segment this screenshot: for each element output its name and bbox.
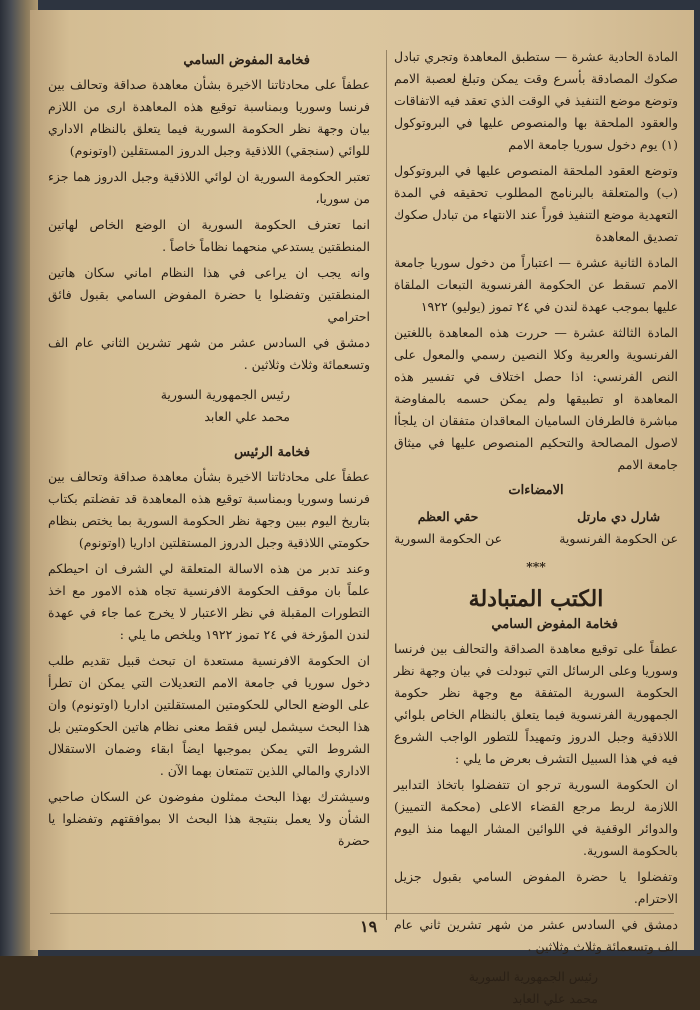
article-11-annex: وتوضع العقود الملحقة المنصوص عليها في البروتوكول (ب) والمتعلقة بالبرنامج المطلوب تحقيقه في المدة التعهدية موضع التنفيذ فوراً عند الانتهاء من تبادل صكوك تصديق المعاهدة	[394, 163, 678, 244]
letter-paragraph: ان الحكومة الافرنسية مستعدة ان تبحث قبيل تقديم طلب دخول سوريا في جامعة الامم التعديلات التي يمكن ان تطرأ على الوضع الحالي للحكومتين المستقلتين اداريا (اوتونوم) وان هذا البحث سيشمل ليس فقط معنى نظام هاتين الحكومتين بل الشروط التي يمكن بموجبها ايضاً ابقاء وضمان الاستقلال الاداري والمالي اللذين تتمتعان بهما الآن .	[48, 653, 370, 778]
left-column	[48, 46, 370, 910]
column-divider	[386, 50, 387, 920]
letter-paragraph: دمشق في السادس عشر من شهر تشرين الثاني عام الف وتسعمائة وثلاث وثلاثين .	[48, 335, 370, 372]
bottom-rule	[50, 913, 674, 914]
signatory-syrian	[394, 506, 502, 550]
signatory-french	[559, 506, 678, 550]
signatures-label: الامضاءات	[508, 483, 564, 498]
article-12: المادة الثانية عشرة — اعتباراً من دخول سوريا جامعة الامم تسقط عن الحكومة الفرنسوية التبعات الملقاة عليها بموجب عهدة لندن في ٢٤ تموز (يوليو) ١٩٢٢	[394, 255, 678, 314]
signatory-name: حقي العظم	[417, 509, 479, 524]
signatory-role: عن الحكومة الفرنسوية	[559, 531, 678, 546]
letter-paragraph: عطفاً على توقيع معاهدة الصداقة والتحالف بين فرنسا وسوريا وعلى الرسائل التي تبودلت في بيان وجهة نظر الحكومة السورية المتفقة مع وجهة نظر حكومة الجمهورية الفرنسوية فيما يتعلق بالنظام الخاص بلوائي اللاذقية وجبل الدروز وتمهيداً للتطور الواجب الشروع فيه في هذا السبيل التشرف بعرض ما يلي :	[394, 641, 678, 766]
signer-title: رئيس الجمهورية السورية	[468, 969, 598, 984]
letter-salutation: فخامة الرئيس	[234, 445, 310, 460]
letter-paragraph: وتفضلوا يا حضرة المفوض السامي بقبول جزيل الاحترام.	[394, 869, 678, 906]
letter-paragraph: وعند تدبر من هذه الاسالة المتعلقة لي الشرف ان احيطكم علماً بان موقف الحكومة الافرنسية تجاه هذه الامور مع اخذ التطورات المقبلة في نظر الاعتبار لا يخرج عما جاء في عهدة لندن المؤرخة في ٢٤ تموز ١٩٢٢ ويلخص ما يلي :	[48, 561, 370, 642]
letter-paragraph: انما تعترف الحكومة السورية ان الوضع الخاص لهاتين المنطقتين يستدعي منحهما نظاماً خاصاً .	[48, 217, 370, 254]
letter-paragraph: وانه يجب ان يراعى في هذا النظام اماني سكان هاتين المنطقتين وتفضلوا يا حضرة المفوض السامي بقبول فائق احترامي	[48, 265, 370, 324]
section-title: الكتب المتبادلة	[468, 586, 604, 612]
letter-salutation: فخامة المفوض السامي	[491, 617, 618, 632]
page-number: ١٩	[360, 917, 378, 936]
right-column	[394, 46, 678, 1006]
letter-paragraph: ان الحكومة السورية ترجو ان تتفضلوا باتخاذ التدابير اللازمة لربط مرجع القضاء الاعلى (محكمة التمييز) والدوائر الوقفية في اللوائين المشار اليهما منذ اليوم بالحكومة السورية.	[394, 777, 678, 858]
separator-stars: ***	[526, 559, 546, 574]
signer-title: رئيس الجمهورية السورية	[160, 387, 290, 402]
signer-name: محمد علي العابد	[512, 991, 598, 1006]
letter-paragraph: عطفاً على محادثاتنا الاخيرة بشأن معاهدة صداقة وتحالف بين فرنسا وسوريا وبمناسبة توقيع هذه المعاهدة قد تفضلتم بكتاب بتاريخ اليوم ببين وجهة نظر الحكومة السورية بما يختص بنظام حكومتي اللاذقية وجبل الدروز المستقلتين اداريا (اوتونوم)	[48, 469, 370, 550]
article-11: المادة الحادية عشرة — ستطبق المعاهدة وتجري تبادل صكوك المصادقة بأسرع وقت يمكن وتبلغ لعصبة الامم وتوضع موضع التنفيذ في الوقت الذي تعقد فيه الاتفاقات والعقود الملحقة بها والمنصوص عليها في البروتوكول (١) يوم دخول سوريا جامعة الامم	[394, 49, 678, 152]
article-13: المادة الثالثة عشرة — حررت هذه المعاهدة باللغتين الفرنسوية والعربية وكلا النصين رسمي والمعول على النص الفرنسي: اذا حصل اختلاف في تفسير هذه المعاهدة او تطبيقها ولم يمكن حسمه بالمفاوضة مباشرة فالطرفان الساميان المعاقدان متفقان ان يلجأا لاصول المصالحة والتحكيم المنصوص عليها في ميثاق جامعة الامم	[394, 325, 678, 472]
letter-paragraph: دمشق في السادس عشر من شهر تشرين ثاني عام الف وتسعمائة وثلاث وثلاثين .	[394, 917, 678, 954]
signatories	[394, 506, 678, 550]
letter-signature	[48, 384, 370, 428]
letter-signature	[394, 966, 678, 1010]
letter-paragraph: وسيشترك بهذا البحث ممثلون مفوضون عن السكان صاحبي الشأن ولا يعمل بنتيجة هذا البحث الا بموافقتهم وتفضلوا يا حضرة	[48, 789, 370, 848]
letter-salutation: فخامة المفوض السامي	[183, 53, 310, 68]
signatory-role: عن الحكومة السورية	[394, 531, 503, 546]
document-page	[30, 10, 694, 1006]
signatory-name: شارل دي مارتل	[577, 509, 661, 524]
signer-name: محمد علي العابد	[204, 409, 290, 424]
letter-paragraph: عطفاً على محادثاتنا الاخيرة بشأن معاهدة صداقة وتحالف بين فرنسا وسوريا وبمناسبة توقيع هذه المعاهدة ارى من اللازم بيان وجهة نظر الحكومة السورية فيما يتعلق بالنظام الاداري للوائي (سنجقي) اللاذقية وجبل الدروز المستقلين (اوتونوم)	[48, 77, 370, 158]
letter-paragraph: تعتبر الحكومة السورية ان لوائي اللاذقية وجبل الدروز هما جزء من سوريا،	[48, 169, 370, 206]
